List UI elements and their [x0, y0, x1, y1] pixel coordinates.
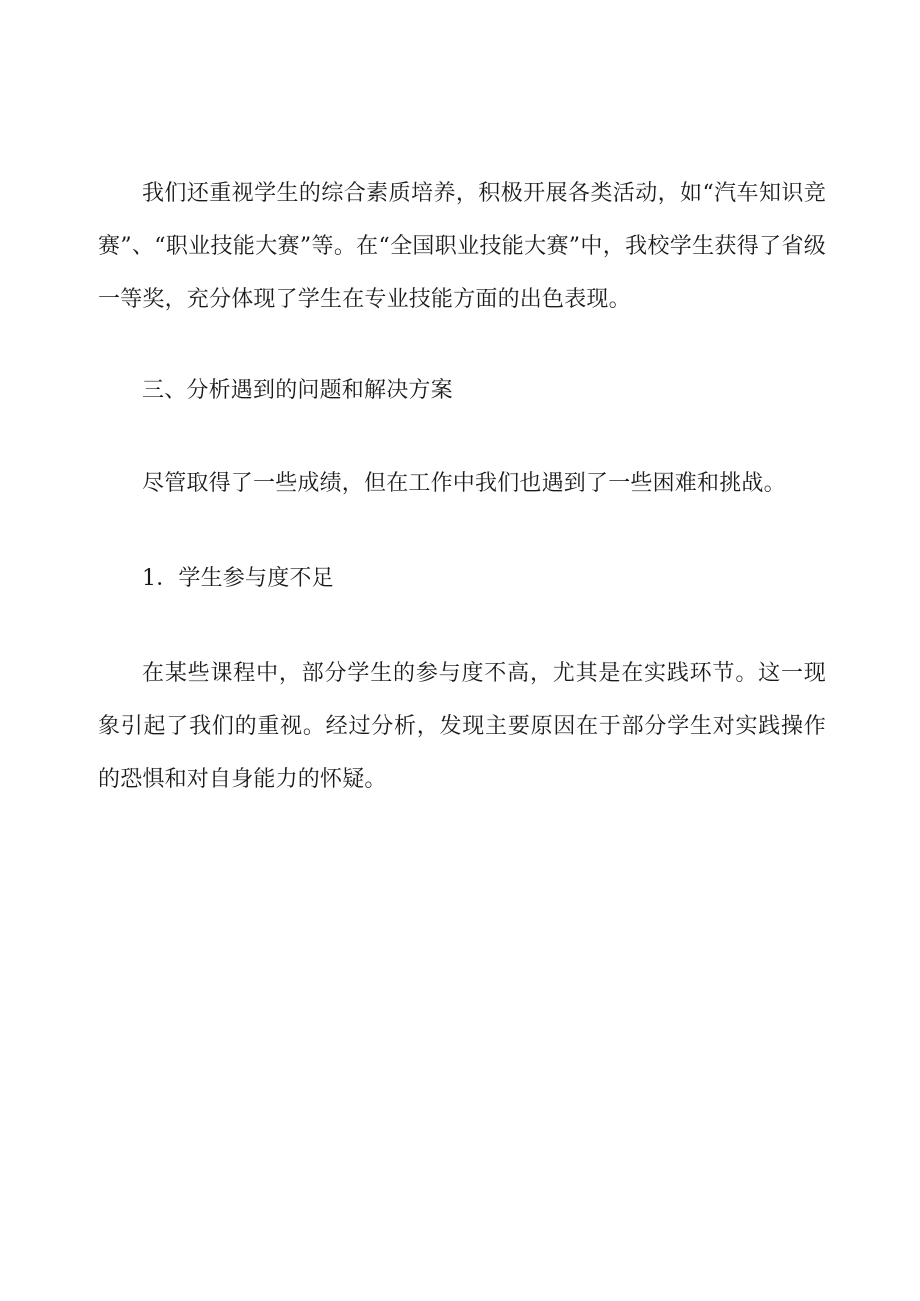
paragraph-participation-analysis: 在某些课程中，部分学生的参与度不高，尤其是在实践环节。这一现象引起了我们的重视。经过分析，发现主要原因在于部分学生对实践操作的恐惧和对自身能力的怀疑。: [98, 661, 826, 792]
paragraph-difficulties-intro: 尽管取得了一些成绩，但在工作中我们也遇到了一些困难和挑战。: [142, 471, 786, 496]
section-heading-problems: 三、分析遇到的问题和解决方案: [142, 378, 453, 403]
subheading-participation: 1．学生参与度不足: [142, 566, 334, 591]
document-body: [98, 167, 826, 806]
paragraph-activities: 我们还重视学生的综合素质培养，积极开展各类活动，如“汽车知识竞赛”、“职业技能大赛”等。在“全国职业技能大赛”中，我校学生获得了省级一等奖，充分体现了学生在专业技能方面的出色表现。: [98, 181, 826, 312]
